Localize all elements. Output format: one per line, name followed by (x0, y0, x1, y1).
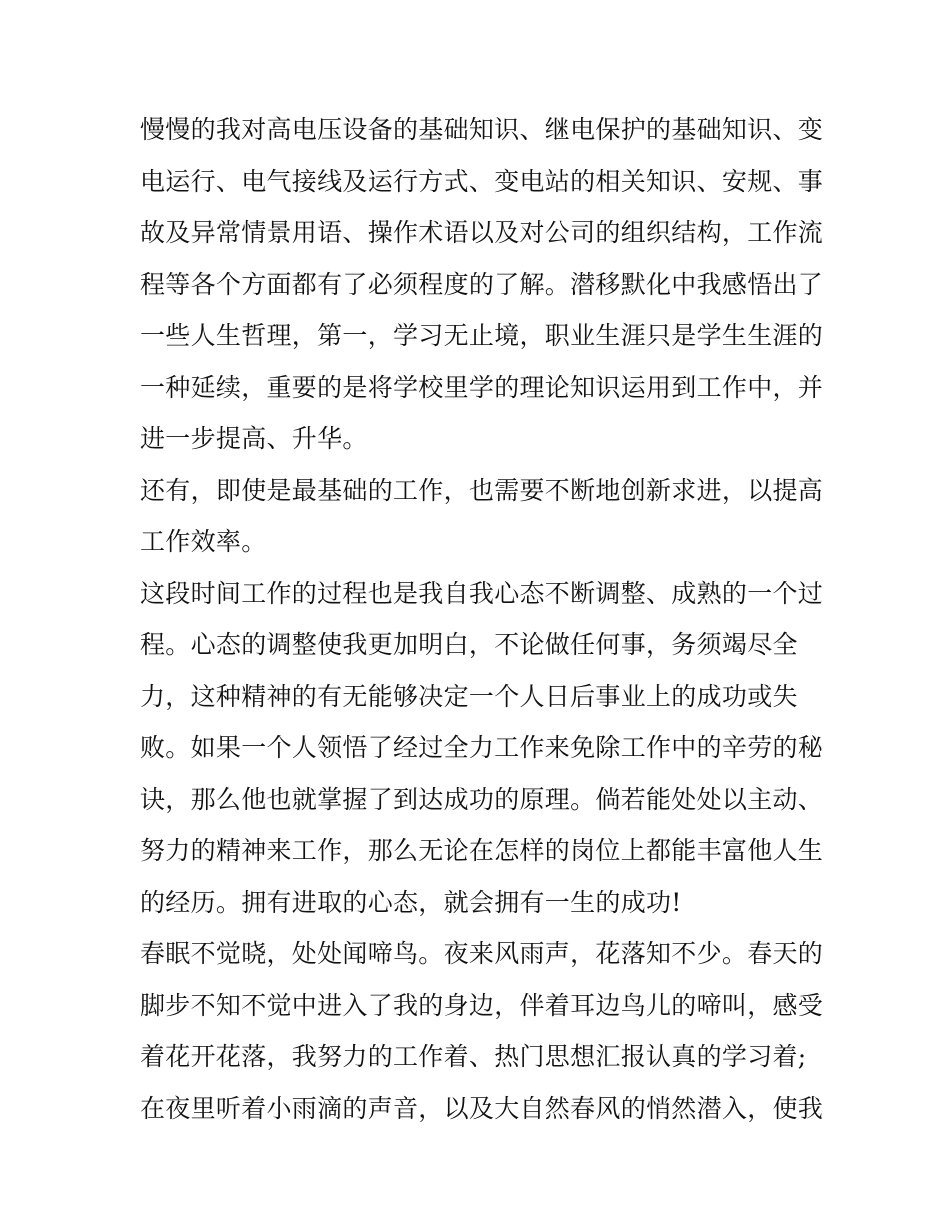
text-line: 的经历。拥有进取的心态，就会拥有一生的成功! (140, 887, 682, 917)
text-line: 一些人生哲理，第一，学习无止境，职业生涯只是学生生涯的 (140, 321, 824, 350)
text-line: 春眠不觉晓，处处闻啼鸟。夜来风雨声，花落知不少。春天的 (140, 939, 824, 968)
text-line: 程等各个方面都有了必须程度的了解。潜移默化中我感悟出了 (140, 269, 824, 299)
text-line: 诀，那么他也就掌握了到达成功的原理。倘若能处处以主动、 (140, 784, 824, 814)
text-line: 败。如果一个人领悟了经过全力工作来免除工作中的辛劳的秘 (140, 733, 824, 762)
text-line: 努力的精神来工作，那么无论在怎样的岗位上都能丰富他人生 (140, 836, 824, 865)
document-body (140, 104, 824, 1134)
text-line: 脚步不知不觉中进入了我的身边，伴着耳边鸟儿的啼叫，感受 (140, 990, 824, 1020)
text-line: 进一步提高、升华。 (140, 424, 368, 453)
text-line: 在夜里听着小雨滴的声音，以及大自然春风的悄然潜入，使我 (140, 1093, 824, 1123)
text-line: 慢慢的我对高电压设备的基础知识、继电保护的基础知识、变 (140, 115, 824, 144)
text-line: 电运行、电气接线及运行方式、变电站的相关知识、安规、事 (140, 166, 824, 196)
text-line: 工作效率。 (140, 527, 267, 556)
text-line: 程。心态的调整使我更加明白，不论做任何事，务须竭尽全 (140, 630, 798, 659)
text-line: 故及异常情景用语、操作术语以及对公司的组织结构，工作流 (140, 218, 824, 247)
text-line: 一种延续，重要的是将学校里学的理论知识运用到工作中，并 (140, 372, 824, 402)
text-line: 还有，即使是最基础的工作，也需要不断地创新求进，以提高 (140, 475, 824, 505)
text-line: 力，这种精神的有无能够决定一个人日后事业上的成功或失 (140, 681, 798, 711)
text-line: 着花开花落，我努力的工作着、热门思想汇报认真的学习着; (140, 1042, 807, 1071)
text-line: 这段时间工作的过程也是我自我心态不断调整、成熟的一个过 (140, 578, 824, 608)
